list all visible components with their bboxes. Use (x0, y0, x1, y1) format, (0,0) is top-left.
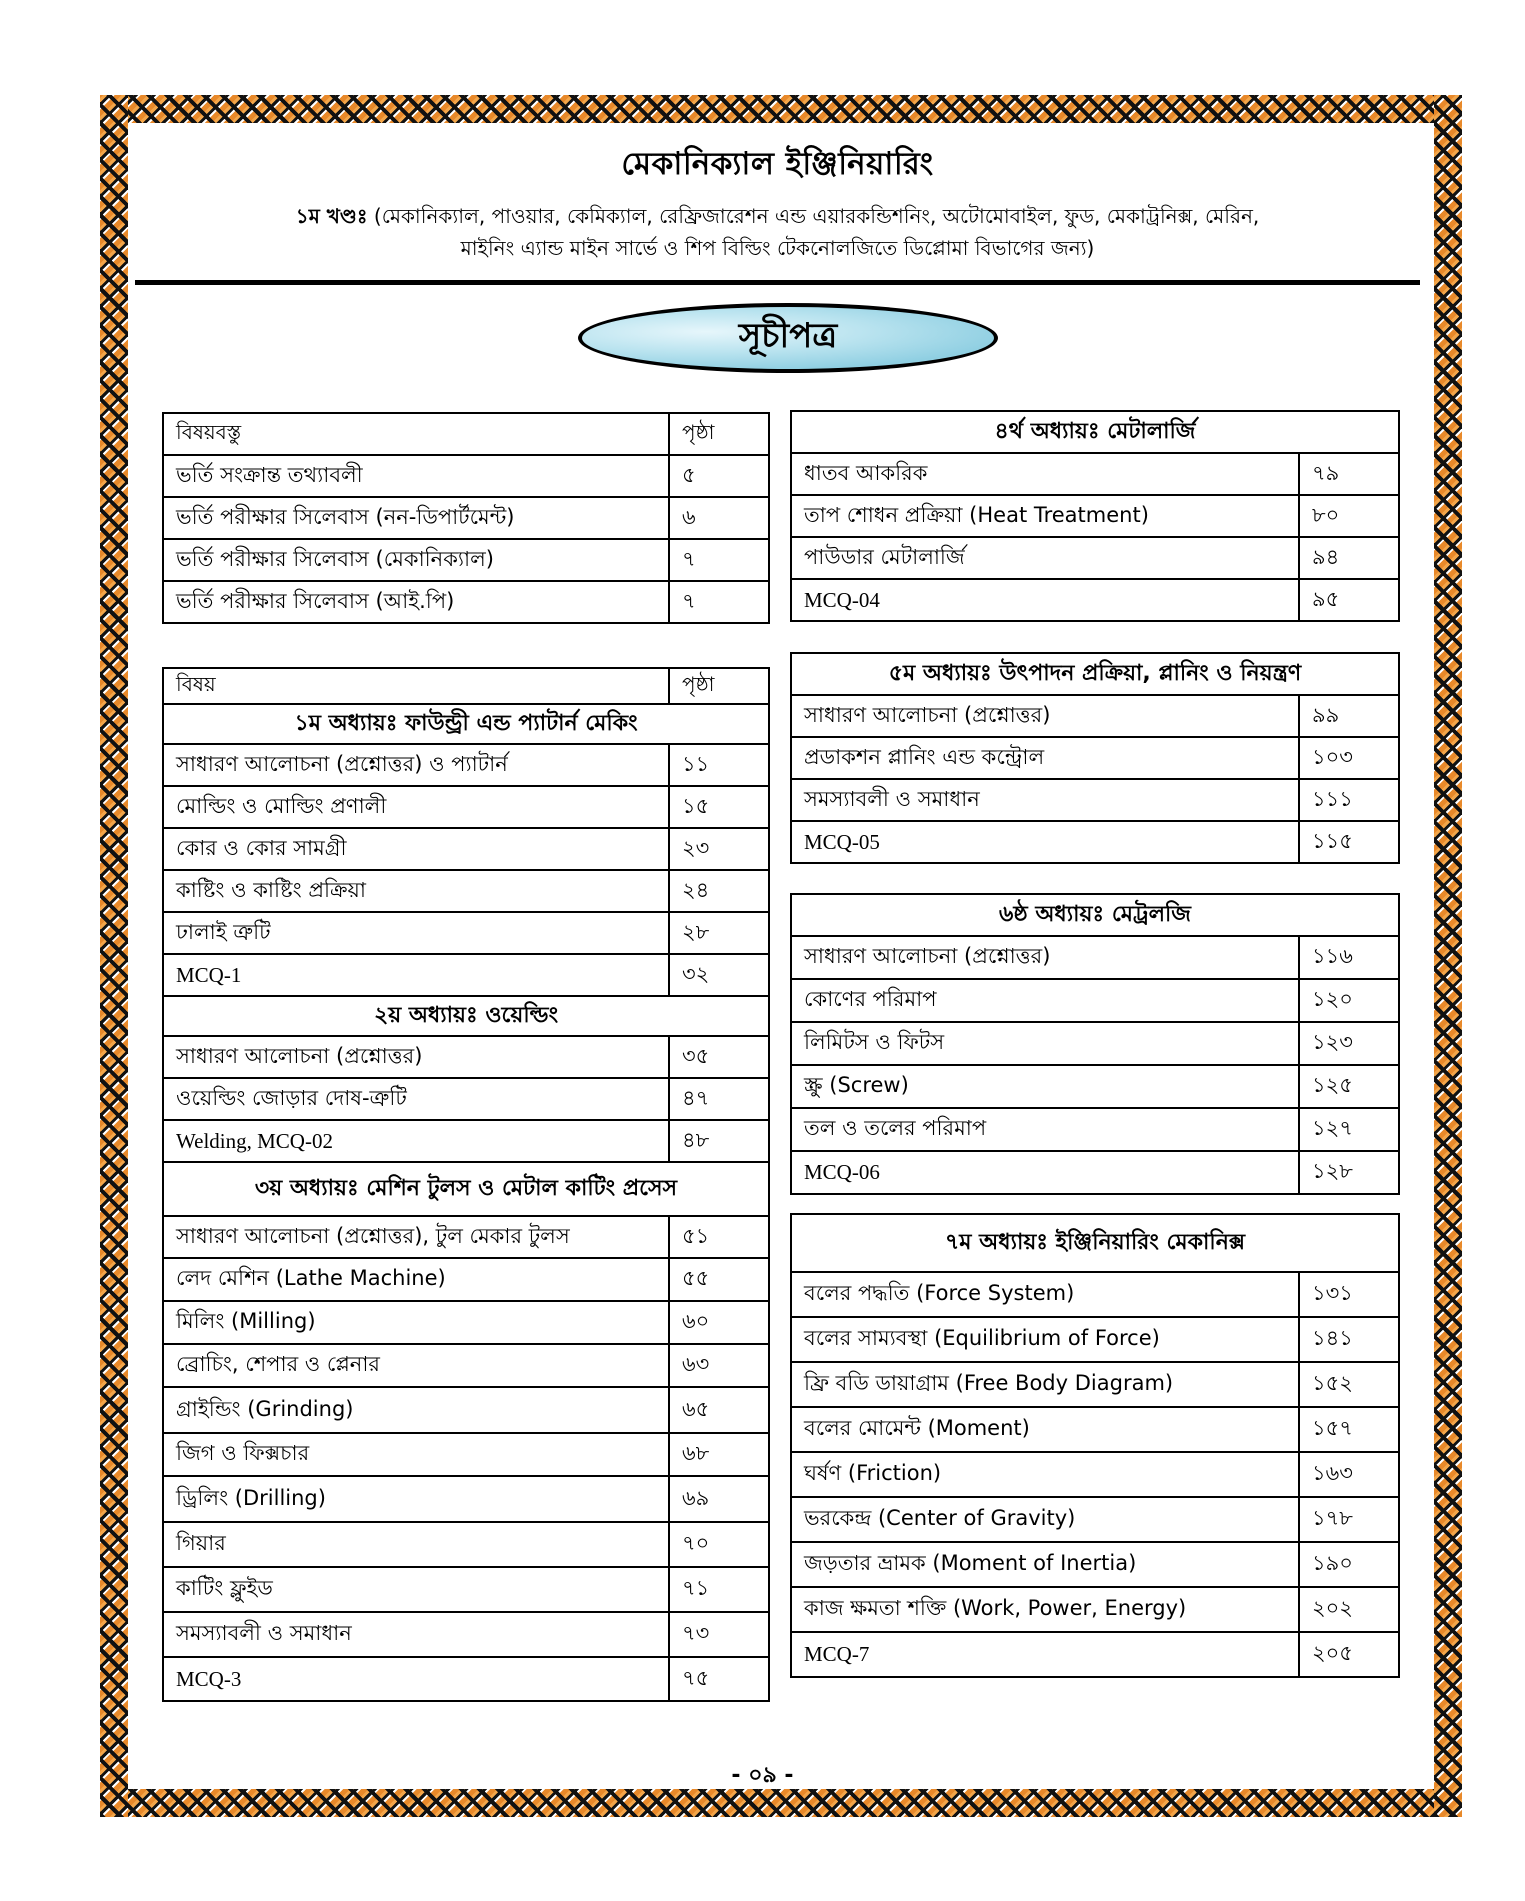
entry-title: বলের মোমেন্ট (Moment) (791, 1407, 1299, 1452)
entry-title: পাউডার মেটালার্জি (791, 537, 1299, 579)
table-row[interactable] (163, 870, 769, 912)
entry-page: ১৪১ (1299, 1317, 1399, 1362)
entry-page: ৬০ (669, 1301, 769, 1344)
table-row[interactable] (163, 1258, 769, 1301)
entry-title: মিলিং (Milling) (163, 1301, 669, 1344)
entry-page: ১৬৩ (1299, 1452, 1399, 1497)
table-row[interactable] (791, 779, 1399, 821)
entry-title: ভর্তি পরীক্ষার সিলেবাস (নন-ডিপার্টমেন্ট) (163, 497, 669, 539)
entry-title: সাধারণ আলোচনা (প্রশ্নোত্তর) ও প্যাটার্ন (163, 744, 669, 786)
table-row[interactable] (163, 828, 769, 870)
entry-page: ৭১ (669, 1567, 769, 1612)
entry-page: ১২৩ (1299, 1022, 1399, 1065)
volume-label: ১ম খণ্ডঃ (295, 204, 368, 228)
entry-title: লিমিটস ও ফিটস (791, 1022, 1299, 1065)
chapter-3-heading: ৩য় অধ্যায়ঃ মেশিন টুলস ও মেটাল কাটিং প্রসেস (163, 1162, 769, 1216)
page-number: - ০৯ - (731, 1763, 794, 1788)
table-row[interactable] (791, 979, 1399, 1022)
entry-page: ৬৩ (669, 1344, 769, 1387)
intro-table (162, 412, 770, 624)
book-subtitle (135, 200, 1420, 264)
entry-title: সাধারণ আলোচনা (প্রশ্নোত্তর) (163, 1036, 669, 1078)
entry-page: ১৩১ (1299, 1272, 1399, 1317)
table-row[interactable] (163, 786, 769, 828)
entry-title: তাপ শোধন প্রক্রিয়া (Heat Treatment) (791, 495, 1299, 537)
entry-page: ৫১ (669, 1216, 769, 1258)
entry-title: সাধারণ আলোচনা (প্রশ্নোত্তর) (791, 695, 1299, 737)
chapter-5-heading: ৫ম অধ্যায়ঃ উৎপাদন প্রক্রিয়া, প্লানিং ও নিয়ন্ত্রণ (791, 653, 1399, 695)
table-row[interactable] (791, 1407, 1399, 1452)
entry-page: ৭৯ (1299, 453, 1399, 495)
table-row[interactable] (163, 744, 769, 786)
entry-title: MCQ-06 (791, 1151, 1299, 1194)
header-divider (135, 280, 1420, 285)
entry-title (163, 1258, 669, 1301)
entry-title: জড়তার ভ্রামক (Moment of Inertia) (791, 1542, 1299, 1587)
border-top-pattern (100, 95, 1462, 123)
table-row[interactable] (791, 1108, 1399, 1151)
table-header-row (163, 668, 769, 704)
entry-page: ১৫২ (1299, 1362, 1399, 1407)
table-row[interactable] (163, 1120, 769, 1162)
entry-page: ২৮ (669, 912, 769, 954)
entry-title: MCQ-7 (791, 1632, 1299, 1677)
chapter-6-table (790, 893, 1400, 1195)
entry-title: ঢালাই ত্রুটি (163, 912, 669, 954)
entry-title: কাষ্টিং ও কাষ্টিং প্রক্রিয়া (163, 870, 669, 912)
entry-title: ভর্তি পরীক্ষার সিলেবাস (মেকানিক্যাল) (163, 539, 669, 581)
table-row[interactable] (791, 537, 1399, 579)
entry-page: ১৯০ (1299, 1542, 1399, 1587)
subtitle-line-1: (মেকানিক্যাল, পাওয়ার, কেমিক্যাল, রেফ্রিজারেশন এন্ড এয়ারকন্ডিশনিং, অটোমোবাইল, ফুড, মেকাট্রনিক্স, মেরিন, (373, 204, 1260, 228)
chapter-4-table (790, 410, 1400, 622)
column-header-page: পৃষ্ঠা (669, 413, 769, 455)
table-row[interactable] (791, 1497, 1399, 1542)
entry-page: ১২৮ (1299, 1151, 1399, 1194)
entry-page: ৭০ (669, 1522, 769, 1567)
entry-page: ২৪ (669, 870, 769, 912)
entry-title: কোণের পরিমাপ (791, 979, 1299, 1022)
entry-title: সমস্যাবলী ও সমাধান (791, 779, 1299, 821)
entry-title: মোল্ডিং ও মোল্ডিং প্রণালী (163, 786, 669, 828)
table-row[interactable] (163, 954, 769, 996)
entry-page: ২০৫ (1299, 1632, 1399, 1677)
table-row[interactable] (791, 1632, 1399, 1677)
book-title: মেকানিক্যাল ইঞ্জিনিয়ারিং (621, 146, 934, 182)
entry-title: স্ক্রু (Screw) (791, 1065, 1299, 1108)
contents-badge (578, 303, 998, 373)
table-row[interactable] (791, 1065, 1399, 1108)
entry-title: সমস্যাবলী ও সমাধান (163, 1612, 669, 1657)
entry-title: ভর্তি পরীক্ষার সিলেবাস (আই.পি) (163, 581, 669, 623)
entry-title: MCQ-04 (791, 579, 1299, 621)
table-row[interactable] (163, 1036, 769, 1078)
table-row[interactable] (791, 1587, 1399, 1632)
entry-page: ৯৫ (1299, 579, 1399, 621)
table-row[interactable] (791, 737, 1399, 779)
table-row[interactable] (791, 936, 1399, 979)
entry-title: ভরকেন্দ্র (Center of Gravity) (791, 1497, 1299, 1542)
entry-title: কোর ও কোর সামগ্রী (163, 828, 669, 870)
entry-page: ৭৫ (669, 1657, 769, 1701)
table-row[interactable] (791, 495, 1399, 537)
entry-title: ভর্তি সংক্রান্ত তথ্যাবলী (163, 455, 669, 497)
column-header-subject: বিষয় (163, 668, 669, 704)
entry-page: ২৩ (669, 828, 769, 870)
entry-title: সাধারণ আলোচনা (প্রশ্নোত্তর) (791, 936, 1299, 979)
chapter-1-heading: ১ম অধ্যায়ঃ ফাউন্ড্রী এন্ড প্যাটার্ন মেকিং (163, 704, 769, 744)
entry-page: ১১৬ (1299, 936, 1399, 979)
entry-page: ১১৫ (1299, 821, 1399, 863)
entry-page: ৮০ (1299, 495, 1399, 537)
entry-page: ৩২ (669, 954, 769, 996)
entry-page: ৪৮ (669, 1120, 769, 1162)
subtitle-line-2: মাইনিং এ্যান্ড মাইন সার্ভে ও শিপ বিল্ডিং টেকনোলজিতে ডিপ্লোমা বিভাগের জন্য) (460, 236, 1095, 260)
table-row[interactable] (163, 912, 769, 954)
entry-page: ৬৫ (669, 1387, 769, 1433)
table-row[interactable] (163, 1387, 769, 1433)
table-row[interactable] (163, 581, 769, 623)
table-row[interactable] (791, 695, 1399, 737)
column-header-page: পৃষ্ঠা (669, 668, 769, 704)
entry-page: ৬৯ (669, 1476, 769, 1522)
entry-title: বলের সাম্যবস্থা (Equilibrium of Force) (791, 1317, 1299, 1362)
table-row[interactable] (791, 1542, 1399, 1587)
table-row[interactable] (163, 1078, 769, 1120)
entry-page: ২০২ (1299, 1587, 1399, 1632)
entry-page: ১৭৮ (1299, 1497, 1399, 1542)
chapter-2-heading: ২য় অধ্যায়ঃ ওয়েল্ডিং (163, 996, 769, 1036)
entry-page: ৭ (669, 539, 769, 581)
table-row[interactable] (163, 455, 769, 497)
entry-page: ৫ (669, 455, 769, 497)
table-row[interactable] (163, 1301, 769, 1344)
entry-title-text: লেদ মেশিন (Lathe Machine) (176, 1266, 446, 1290)
entry-page: ১৫৭ (1299, 1407, 1399, 1452)
table-row[interactable] (791, 1362, 1399, 1407)
entry-title: জিগ ও ফিক্সচার (163, 1433, 669, 1476)
table-row[interactable] (163, 1476, 769, 1522)
entry-title: ব্রোচিং, শেপার ও প্লেনার (163, 1344, 669, 1387)
entry-title: ড্রিলিং (Drilling) (163, 1476, 669, 1522)
column-header-subject: বিষয়বস্তু (163, 413, 669, 455)
entry-title: বলের পদ্ধতি (Force System) (791, 1272, 1299, 1317)
table-row[interactable] (791, 1151, 1399, 1194)
entry-page: ১২৭ (1299, 1108, 1399, 1151)
table-row[interactable] (791, 1272, 1399, 1317)
table-row[interactable] (791, 821, 1399, 863)
entry-page: ১০৩ (1299, 737, 1399, 779)
chapter-5-table (790, 652, 1400, 864)
entry-title: সাধারণ আলোচনা (প্রশ্নোত্তর), টুল মেকার টুলস (163, 1216, 669, 1258)
entry-title: গ্রাইন্ডিং (Grinding) (163, 1387, 669, 1433)
table-row[interactable] (791, 1022, 1399, 1065)
table-row[interactable] (163, 1657, 769, 1701)
entry-title: ধাতব আকরিক (791, 453, 1299, 495)
chapter-4-heading: ৪র্থ অধ্যায়ঃ মেটালার্জি (791, 411, 1399, 453)
entry-page: ৭৩ (669, 1612, 769, 1657)
entry-page: ৯৯ (1299, 695, 1399, 737)
chapters-1-3-table (162, 667, 770, 1702)
entry-page: ১১১ (1299, 779, 1399, 821)
table-row[interactable] (163, 1216, 769, 1258)
contents-title: সূচীপত্র (738, 315, 838, 356)
entry-title: কাজ ক্ষমতা শক্তি (Work, Power, Energy) (791, 1587, 1299, 1632)
table-row[interactable] (163, 497, 769, 539)
entry-title: MCQ-3 (163, 1657, 669, 1701)
entry-title: গিয়ার (163, 1522, 669, 1567)
entry-title: Welding, MCQ-02 (163, 1120, 669, 1162)
entry-title: কাটিং ফ্লুইড (163, 1567, 669, 1612)
entry-page: ৬৮ (669, 1433, 769, 1476)
entry-page: ৩৫ (669, 1036, 769, 1078)
chapter-6-heading: ৬ষ্ঠ অধ্যায়ঃ মেট্রলজি (791, 894, 1399, 936)
border-right-pattern (1434, 95, 1462, 1817)
chapter-7-table (790, 1213, 1400, 1678)
border-left-pattern (100, 95, 128, 1817)
table-row[interactable] (163, 1567, 769, 1612)
table-header-row (163, 413, 769, 455)
entry-page: ১৫ (669, 786, 769, 828)
table-row[interactable] (791, 579, 1399, 621)
chapter-7-heading: ৭ম অধ্যায়ঃ ইঞ্জিনিয়ারিং মেকানিক্স (791, 1214, 1399, 1272)
entry-page: ৬ (669, 497, 769, 539)
table-row[interactable] (163, 1522, 769, 1567)
entry-page: ৫৫ (669, 1258, 769, 1301)
entry-page: ১১ (669, 744, 769, 786)
table-row[interactable] (791, 1452, 1399, 1497)
table-row[interactable] (163, 539, 769, 581)
table-row[interactable] (163, 1612, 769, 1657)
entry-title: MCQ-1 (163, 954, 669, 996)
entry-page: ৪৭ (669, 1078, 769, 1120)
entry-title: ফ্রি বডি ডায়াগ্রাম (Free Body Diagram) (791, 1362, 1299, 1407)
entry-page: ৯৪ (1299, 537, 1399, 579)
entry-title: তল ও তলের পরিমাপ (791, 1108, 1299, 1151)
entry-page: ১২৫ (1299, 1065, 1399, 1108)
page-header (135, 140, 1420, 264)
table-row[interactable] (791, 453, 1399, 495)
entry-title: ওয়েল্ডিং জোড়ার দোষ-ত্রুটি (163, 1078, 669, 1120)
entry-title: ঘর্ষণ (Friction) (791, 1452, 1299, 1497)
entry-page: ১২০ (1299, 979, 1399, 1022)
entry-title: প্রডাকশন প্লানিং এন্ড কন্ট্রোল (791, 737, 1299, 779)
table-row[interactable] (163, 1344, 769, 1387)
entry-title: MCQ-05 (791, 821, 1299, 863)
table-row[interactable] (791, 1317, 1399, 1362)
entry-page: ৭ (669, 581, 769, 623)
table-row[interactable] (163, 1433, 769, 1476)
